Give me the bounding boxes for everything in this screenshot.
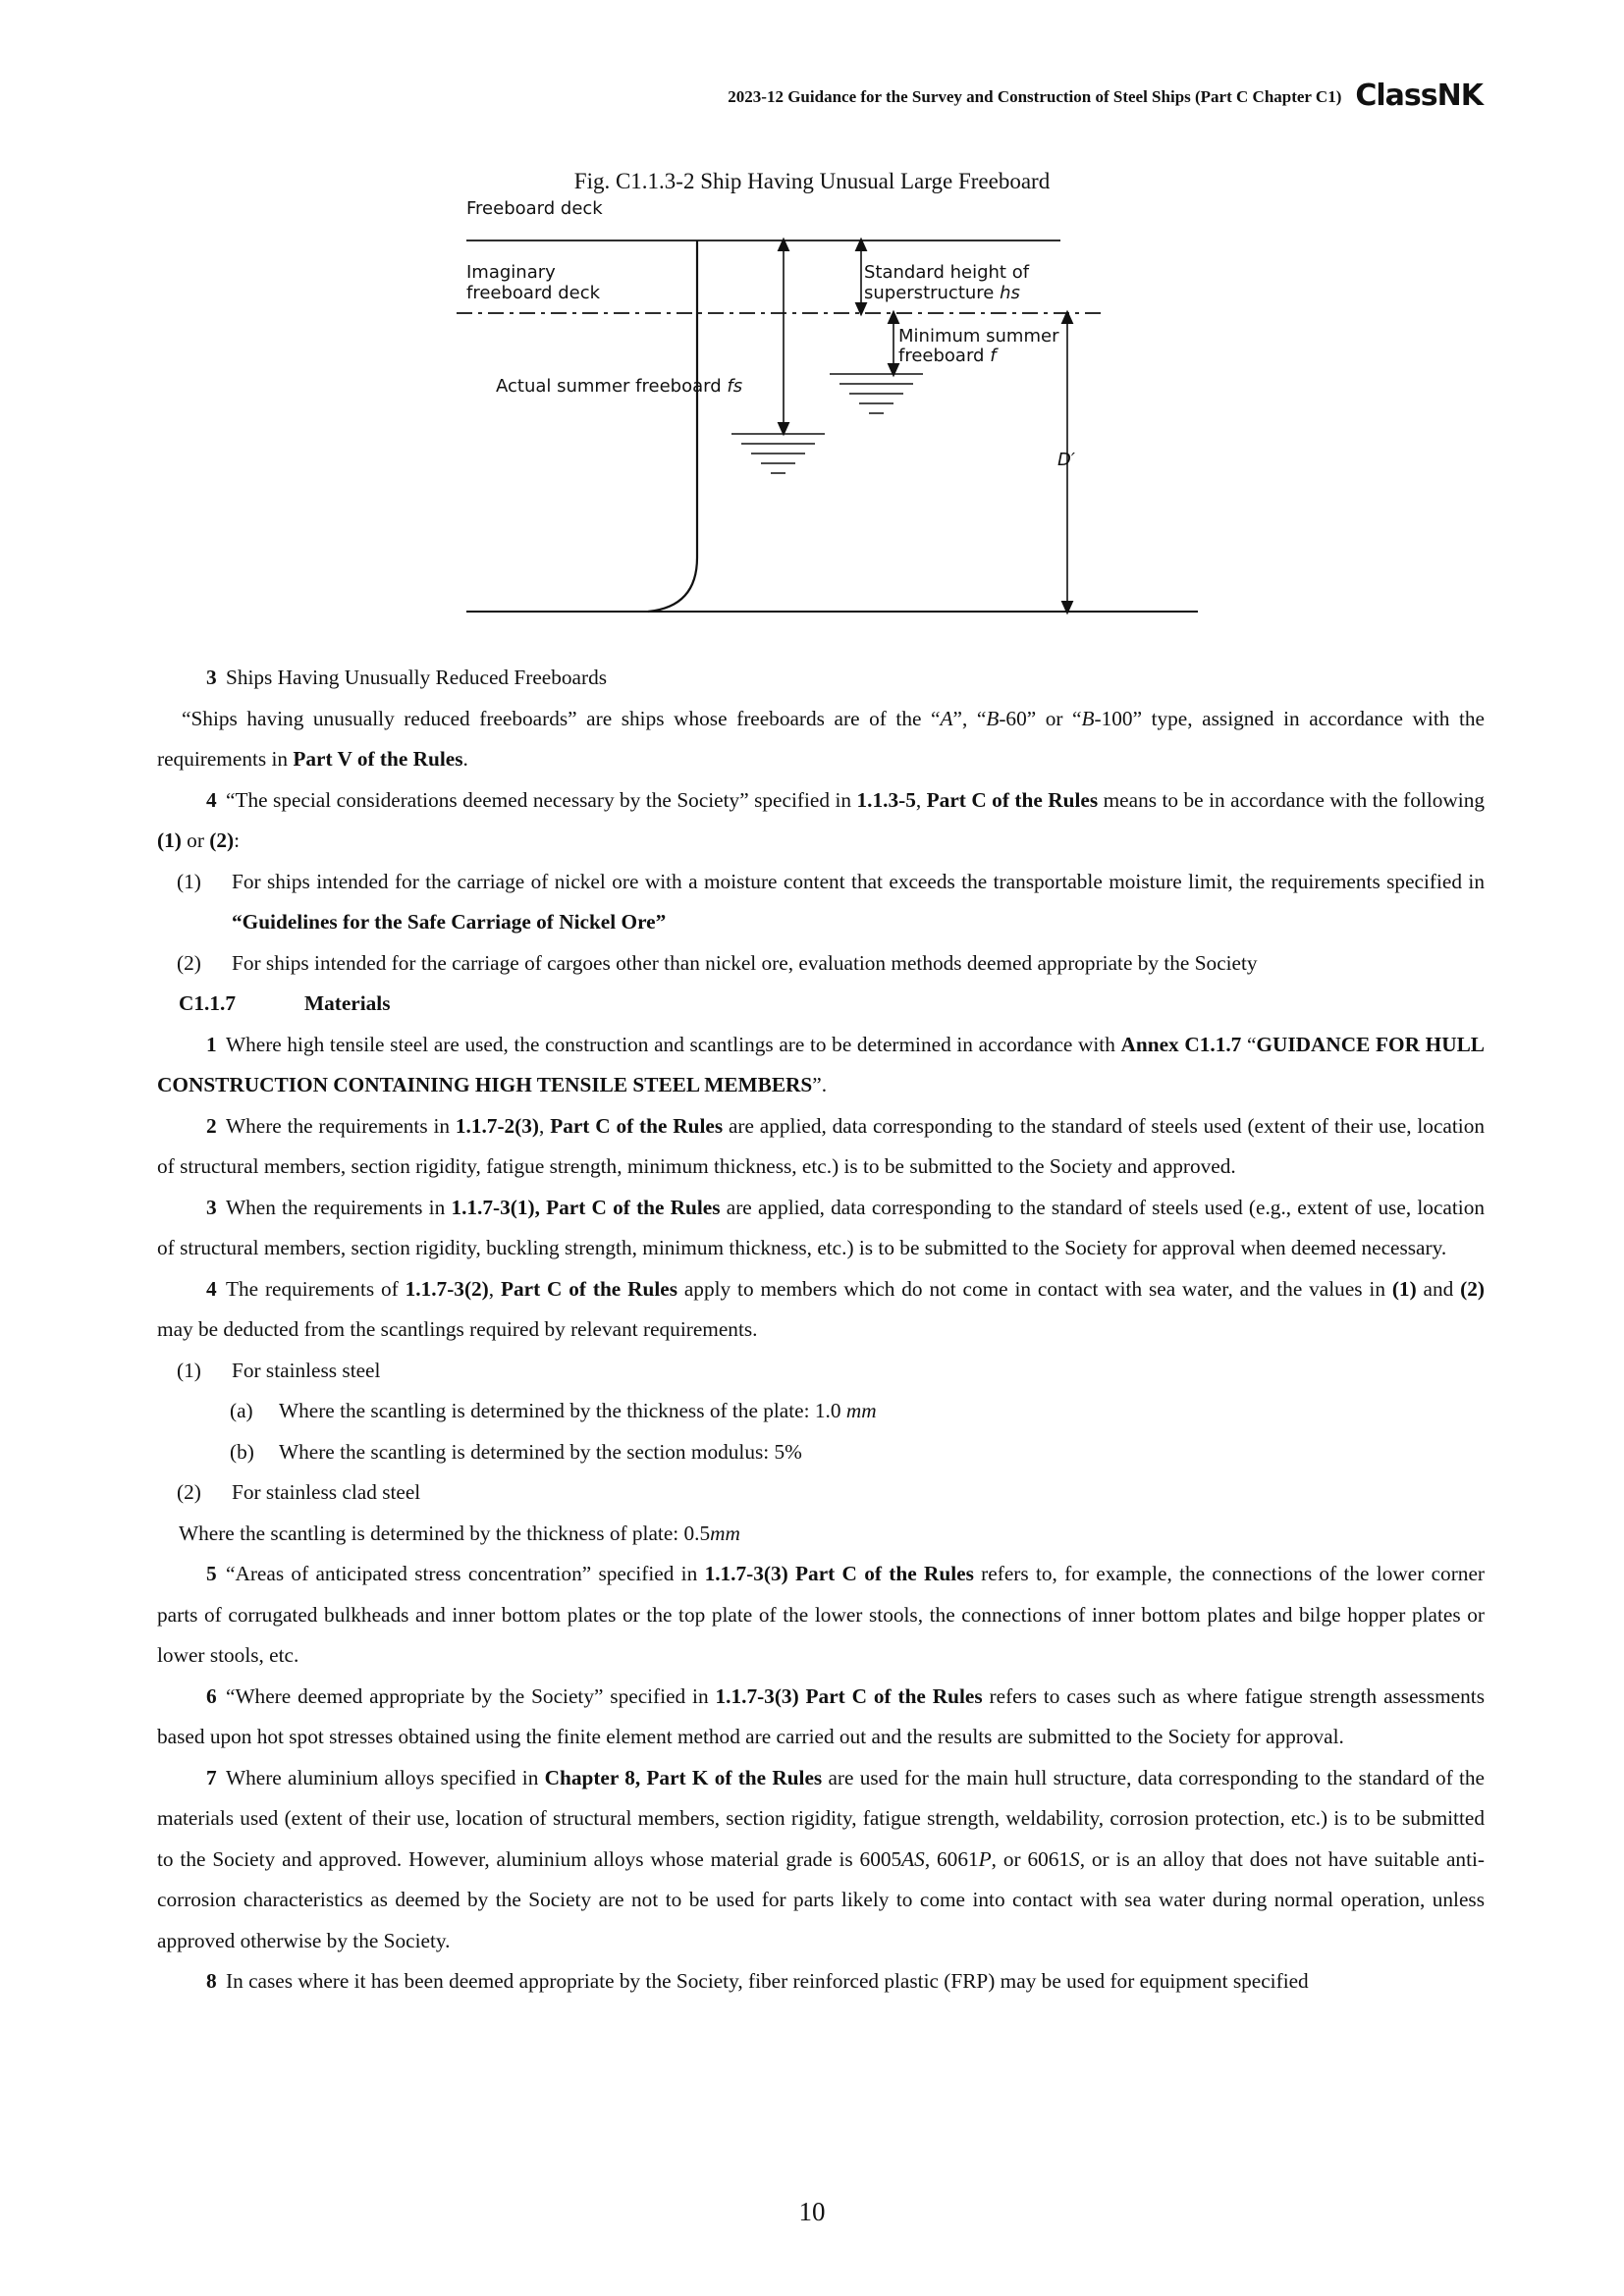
materials-4-item-1: (1) For stainless steel [177,1358,381,1382]
section-4-item-2: (2) For ships intended for the carriage of cargoes other than nickel ore, evaluation methods deemed appropriate by the Society [177,950,1258,975]
freeboard-diagram [457,194,1203,626]
materials-4-item-1b: (b) Where the scantling is determined by the section modulus: 5% [230,1439,802,1464]
body-text [157,658,1485,2002]
label-actual: Actual summer freeboard fs [496,376,743,397]
section-4-item-1: (1) For ships intended for the carriage of nickel ore with a moisture content that exceeds the transportable moisture limit, the requirements specified in “Guidelines for the Safe Carriage of Nickel Ore” [177,869,1485,934]
materials-2: 2 Where the requirements in 1.1.7-2(3), Part C of the Rules are applied, data corresponding to the standard of steels used (extent of their use, location of structural members, section rigidity, fatigue strength, minimum thickness, etc.) is to be submitted to the Society and approved. [157,1113,1485,1178]
materials-5: 5 “Areas of anticipated stress concentration” specified in 1.1.7-3(3) Part C of the Rules refers to, for example, the connections of the lower corner parts of corrugated bulkheads and inner bottom plates or the top plate of the lower stools, the connections of inner bottom plates and bilge hopper plates or lower stools, etc. [157,1562,1485,1667]
label-freeboard-deck: Freeboard deck [466,198,603,219]
freeboard-figure [457,194,1203,626]
materials-3: 3 When the requirements in 1.1.7-3(1), Part C of the Rules are applied, data corresponding to the standard of steels used (e.g., extent of use, location of structural members, section rigidity, buckling strength, minimum thickness, etc.) is to be submitted to the Society for approval when deemed necessary. [157,1195,1485,1259]
label-imaginary-2: freeboard deck [466,283,601,303]
section-3-title: 3 Ships Having Unusually Reduced Freeboards [206,666,608,689]
section-3-text: “Ships having unusually reduced freeboards” are ships whose freeboards are of the “A”, “B-60” or “B-100” type, assigned in accordance with the requirements in Part V of the Rules. [157,706,1486,771]
materials-4-item-1a: (a) Where the scantling is determined by the thickness of the plate: 1.0 mm [230,1399,877,1422]
label-imaginary-1: Imaginary [466,262,556,283]
label-standard-2: superstructure hs [864,283,1020,303]
classnk-logo: ClassNK [1355,79,1483,113]
running-header [0,79,1483,113]
materials-4-plain: Where the scantling is determined by the thickness of plate: 0.5mm [179,1521,740,1545]
materials-7: 7 Where aluminium alloys specified in Chapter 8, Part K of the Rules are used for the main hull structure, data corresponding to the standard of the materials used (extent of their use, location of structural members, section rigidity, fatigue strength, weldability, corrosion protection, etc.) is to be submitted to the Society and approved. However, aluminium alloys whose material grade is 6005AS, 6061P, or 6061S, or is an alloy that does not have suitable anti-corrosion characteristics as deemed by the Society are not to be used for parts likely to come into contact with sea water during normal operation, unless approved otherwise by the Society. [157,1765,1486,1952]
materials-6: 6 “Where deemed appropriate by the Society” specified in 1.1.7-3(3) Part C of the Rules refers to cases such as where fatigue strength assessments based upon hot spot stresses obtained using the finite element method are carried out and the results are submitted to the Society for approval. [157,1683,1485,1748]
minimum-waterline-symbol [830,374,923,413]
label-minimum-1: Minimum summer [898,326,1059,347]
figure-caption: Fig. C1.1.3-2 Ship Having Unusual Large Freeboard [573,169,1051,193]
section-4-text: 4 “The special considerations deemed necessary by the Society” specified in 1.1.3-5, Part C of the Rules means to be in accordance with the following (1) or (2): [157,787,1486,852]
materials-4-item-2: (2) For stainless clad steel [177,1480,421,1504]
label-minimum-2: freeboard f [898,346,997,366]
label-depth: D′ [1057,450,1075,470]
materials-8: 8 In cases where it has been deemed appropriate by the Society, fiber reinforced plastic (FRP) may be used for equipment specified [206,1969,1309,1993]
materials-4: 4 The requirements of 1.1.7-3(2), Part C of the Rules apply to members which do not come in contact with sea water, and the values in (1) and (2) may be deducted from the scantlings required by relevant requirements. [157,1276,1485,1341]
materials-1: 1 Where high tensile steel are used, the construction and scantlings are to be determined in accordance with Annex C1.1.7 “GUIDANCE FOR HULL CONSTRUCTION CONTAINING HIGH TENSILE STEEL MEMBERS”. [157,1032,1485,1096]
hull-side [648,240,697,612]
page-number: 10 [798,2197,826,2226]
heading-c117: C1.1.7 Materials [179,991,391,1015]
actual-waterline-symbol [731,434,825,473]
header-title: 2023-12 Guidance for the Survey and Construction of Steel Ships (Part C Chapter C1) [728,87,1342,106]
label-standard-1: Standard height of [864,262,1030,283]
